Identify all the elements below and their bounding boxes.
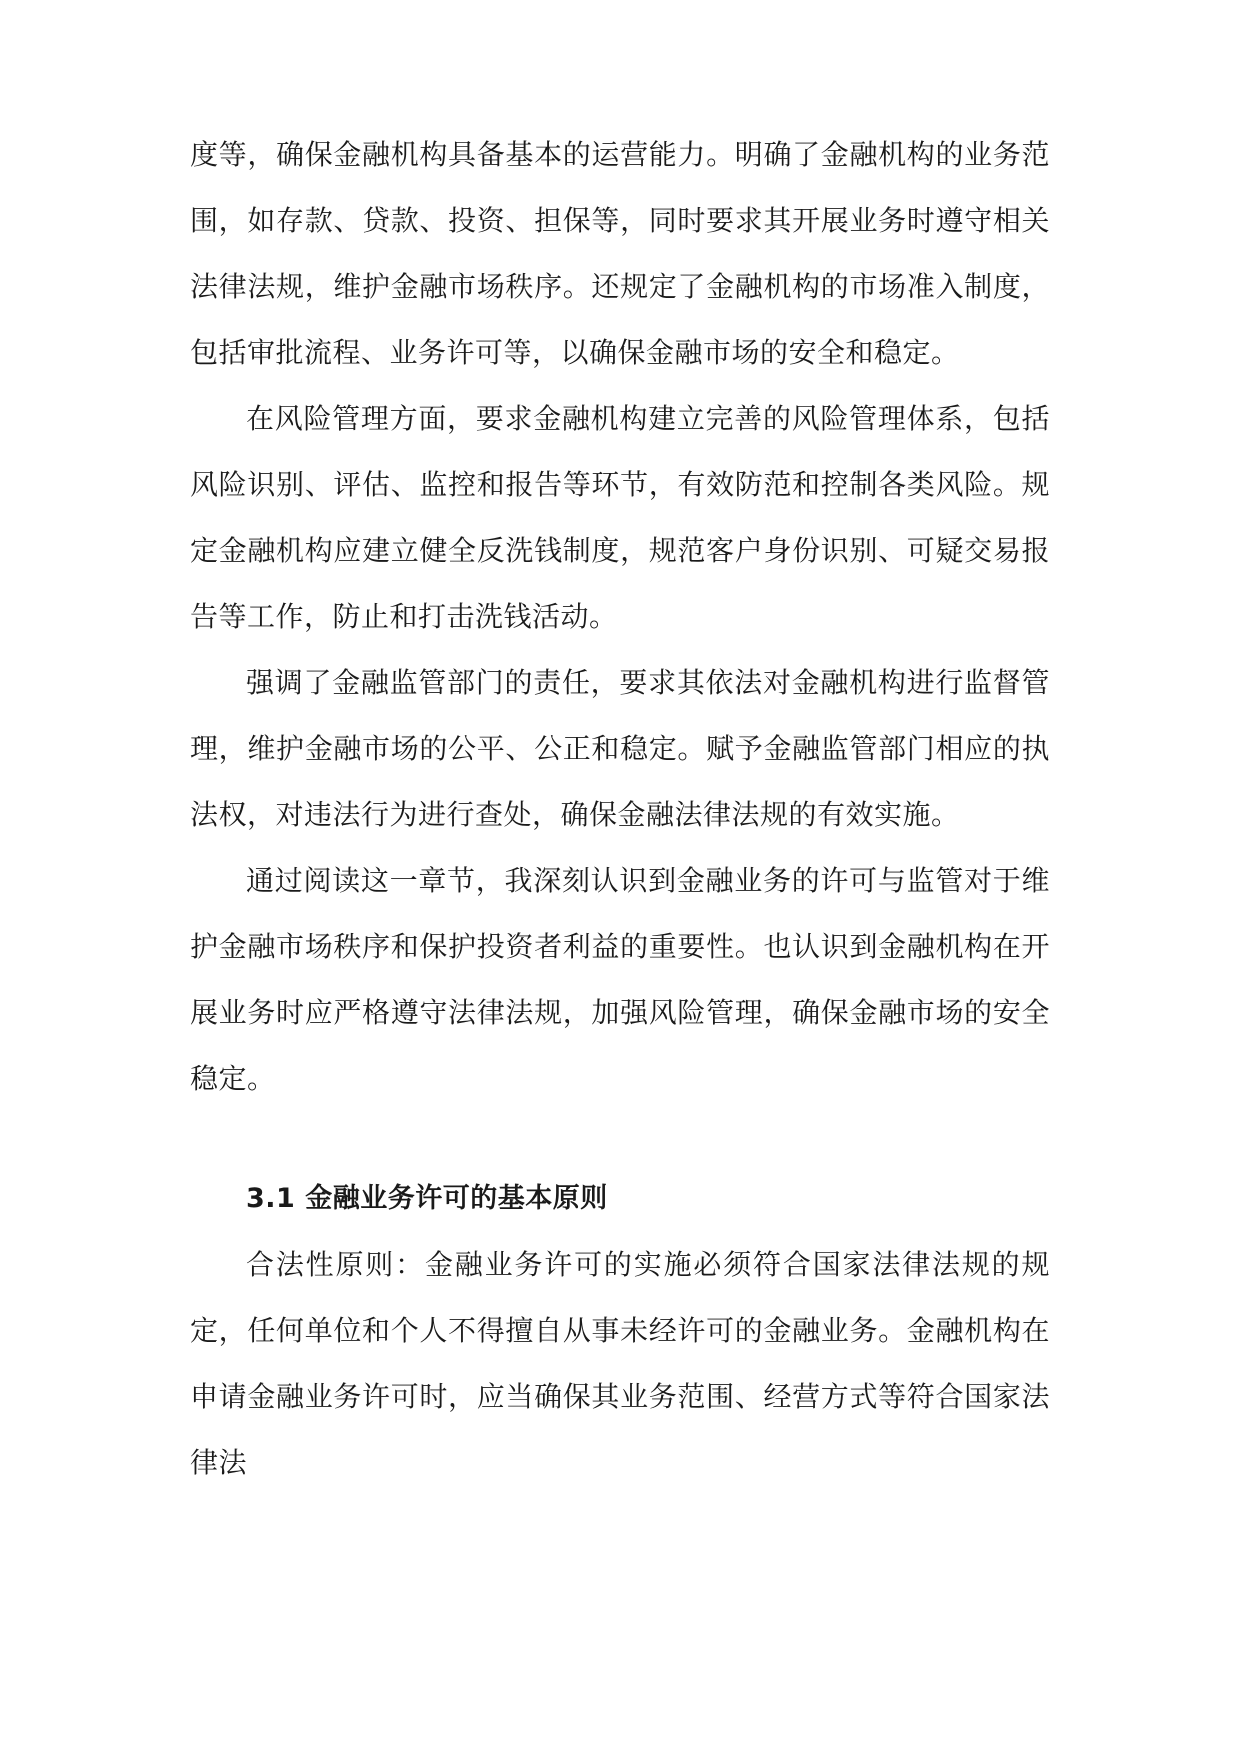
paragraph-reflection: 通过阅读这一章节，我深刻认识到金融业务的许可与监管对于维护金融市场秩序和保护投资者利益的重要性。也认识到金融机构在开展业务时应严格遵守法律法规，加强风险管理，确保金融市场的安全稳定。 bbox=[190, 864, 1050, 1095]
document-body-top bbox=[190, 122, 1050, 1112]
paragraph-regulator-responsibility: 强调了金融监管部门的责任，要求其依法对金融机构进行监督管理，维护金融市场的公平、公正和稳定。赋予金融监管部门相应的执法权，对违法行为进行查处，确保金融法律法规的有效实施。 bbox=[190, 666, 1050, 831]
paragraph-risk-management: 在风险管理方面，要求金融机构建立完善的风险管理体系，包括风险识别、评估、监控和报告等环节，有效防范和控制各类风险。规定金融机构应建立健全反洗钱制度，规范客户身份识别、可疑交易报告等工作，防止和打击洗钱活动。 bbox=[190, 402, 1050, 633]
section-heading: 3.1 金融业务许可的基本原则 bbox=[246, 1183, 608, 1214]
document-body-section bbox=[190, 1166, 1050, 1496]
paragraph-continuation: 度等，确保金融机构具备基本的运营能力。明确了金融机构的业务范围，如存款、贷款、投资、担保等，同时要求其开展业务时遵守相关法律法规，维护金融市场秩序。还规定了金融机构的市场准入制度，包括审批流程、业务许可等，以确保金融市场的安全和稳定。 bbox=[190, 138, 1050, 369]
paragraph-legality-principle: 合法性原则：金融业务许可的实施必须符合国家法律法规的规定，任何单位和个人不得擅自从事未经许可的金融业务。金融机构在申请金融业务许可时，应当确保其业务范围、经营方式等符合国家法律法 bbox=[190, 1248, 1050, 1479]
